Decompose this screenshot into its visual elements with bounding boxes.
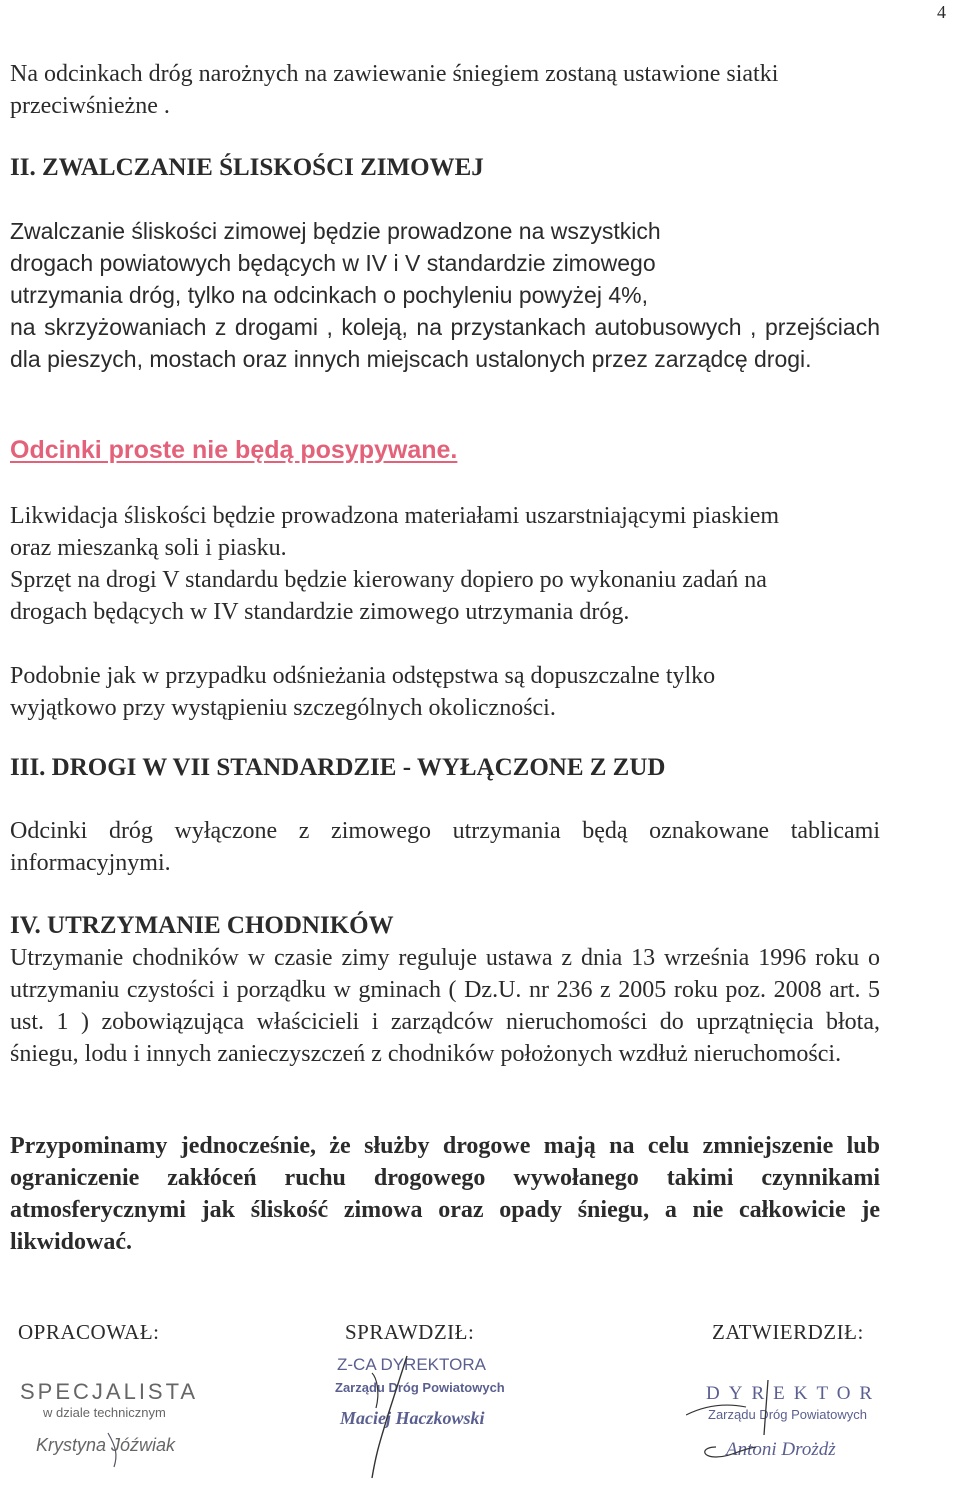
specialist-stamp-graphic bbox=[18, 1375, 248, 1470]
section-4-heading: IV. UTRZYMANIE CHODNIKÓW bbox=[10, 912, 394, 939]
deputy-director-stamp bbox=[332, 1348, 562, 1483]
director-stamp-sub: Zarządu Dróg Powiatowych bbox=[708, 1407, 867, 1422]
prepared-by-label: OPRACOWAŁ: bbox=[18, 1320, 160, 1344]
specialist-stamp-sub: w dziale technicznym bbox=[43, 1405, 166, 1420]
red-note: Odcinki proste nie będą posypywane. bbox=[10, 436, 458, 464]
approved-by-label: ZATWIERDZIŁ: bbox=[712, 1320, 864, 1344]
intro-paragraph: Na odcinkach dróg narożnych na zawiewanie śniegiem zostaną ustawione siatki przeciwśnieżne . bbox=[10, 61, 779, 119]
specialist-stamp-title: SPECJALISTA bbox=[20, 1379, 199, 1404]
section-2-para1-line3: utrzymania dróg, tylko na odcinkach o pochyleniu powyżej 4%, bbox=[10, 282, 648, 308]
section-4-para: Utrzymanie chodników w czasie zimy reguluje ustawa z dnia 13 września 1996 roku o utrzymaniu czystości i porządku w gminach ( Dz.U. nr 236 z 2005 roku poz. 2008 art. 5 ust. 1 ) zobowiązująca właścicieli i zarządców nieruchomości do uprzątnięcia błota, śniegu, lodu i innych zanieczyszczeń z chodników położonych wzdłuż nieruchomości. bbox=[10, 945, 880, 1067]
director-stamp-graphic bbox=[686, 1375, 916, 1475]
director-stamp-name: Antoni Drożdż bbox=[726, 1439, 836, 1460]
specialist-stamp-name: Krystyna Jóźwiak bbox=[36, 1435, 176, 1455]
section-2-heading: II. ZWALCZANIE ŚLISKOŚCI ZIMOWEJ bbox=[10, 154, 484, 181]
specialist-stamp bbox=[18, 1375, 248, 1470]
section-3-heading: III. DROGI W VII STANDARDZIE - WYŁĄCZONE Z ZUD bbox=[10, 754, 666, 781]
section-2-para3: Sprzęt na drogi V standardu będzie kierowany dopiero po wykonaniu zadań na drogach będących w IV standardzie zimowego utrzymania dróg. bbox=[10, 567, 767, 625]
section-2-para4: Podobnie jak w przypadku odśnieżania odstępstwa są dopuszczalne tylko wyjątkowo przy wystąpieniu szczególnych okoliczności. bbox=[10, 663, 716, 721]
page-number: 4 bbox=[937, 2, 946, 22]
section-2-para1-rest: na skrzyżowaniach z drogami , koleją, na przystankach autobusowych , przejściach dla pieszych, mostach oraz innych miejscach ustalonych przez zarządcę drogi. bbox=[10, 314, 880, 372]
section-2-para1-line2: drogach powiatowych będących w IV i V standardzie zimowego bbox=[10, 250, 656, 276]
section-2-para1-line1: Zwalczanie śliskości zimowej będzie prowadzone na wszystkich bbox=[10, 218, 661, 244]
deputy-director-stamp-sub: Zarządu Dróg Powiatowych bbox=[335, 1380, 505, 1395]
deputy-director-stamp-title: Z-CA DYREKTORA bbox=[337, 1355, 486, 1374]
section-3-para: Odcinki dróg wyłączone z zimowego utrzymania będą oznakowane tablicami informacyjnymi. bbox=[10, 818, 880, 876]
reminder-paragraph: Przypominamy jednocześnie, że służby drogowe mają na celu zmniejszenie lub ograniczenie zakłóceń ruchu drogowego wywołanego takimi czynnikami atmosferycznymi jak śliskość zimowa oraz opady śniegu, a nie całkowicie je likwidować. bbox=[10, 1133, 880, 1255]
deputy-director-stamp-graphic bbox=[332, 1348, 562, 1483]
section-2-para2: Likwidacja śliskości będzie prowadzona materiałami uszarstniającymi piaskiem oraz mieszanką soli i piasku. bbox=[10, 503, 780, 561]
director-stamp bbox=[686, 1375, 916, 1475]
deputy-director-stamp-name: Maciej Haczkowski bbox=[340, 1408, 485, 1428]
checked-by-label: SPRAWDZIŁ: bbox=[345, 1320, 475, 1344]
director-stamp-title: DYREKTOR bbox=[706, 1383, 882, 1404]
